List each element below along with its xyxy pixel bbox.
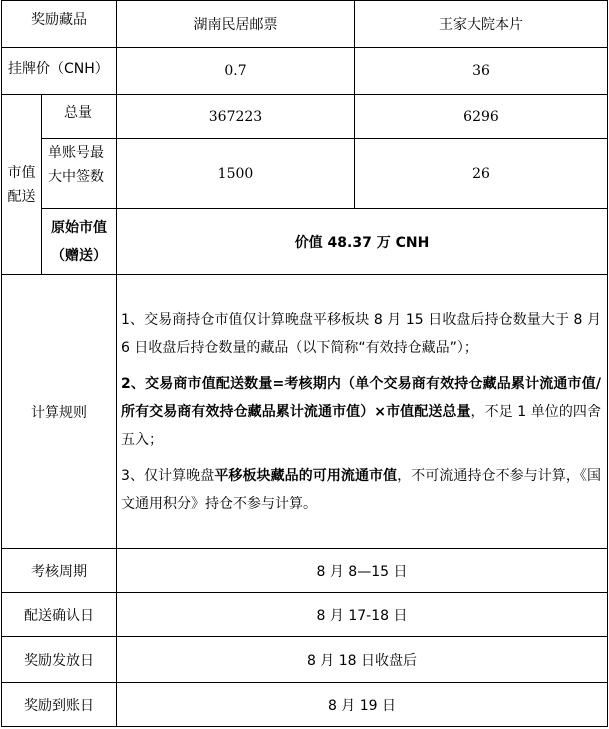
rule-3 (121, 462, 601, 518)
original-value-label: 原始市值（赠送） (42, 209, 117, 275)
schedule-label: 考核周期 (2, 549, 117, 593)
listing-price-row (2, 48, 608, 95)
schedule-label: 奖励到账日 (2, 683, 117, 727)
total-label: 总量 (42, 95, 117, 139)
max-per-account-label: 单账号最大中签数 (42, 139, 117, 209)
schedule-row (2, 637, 608, 683)
rule-3-b: ，不可流通持仓不参与计算，《国文通用积分》持仓不参与计算。 (121, 467, 601, 512)
header-item1: 湖南民居邮票 (117, 1, 355, 48)
total-item2: 6296 (355, 95, 608, 139)
market-value-group-label: 市值配送 (2, 95, 42, 275)
total-row (2, 95, 608, 139)
calc-rules-row (2, 275, 608, 549)
schedule-value: 8 月 17-18 日 (117, 593, 608, 637)
listing-price-label: 挂牌价（CNH） (2, 48, 117, 95)
schedule-value: 8 月 19 日 (117, 683, 608, 727)
rule-2 (121, 370, 601, 454)
rule-1: 1、交易商持仓市值仅计算晚盘平移板块 8 月 15 日收盘后持仓数量大于 8 月 6 日收盘后持仓数量的藏品（以下简称“有效持仓藏品”）； (121, 311, 601, 356)
max-per-account-item2: 26 (355, 139, 608, 209)
listing-price-item2: 36 (355, 48, 608, 95)
max-per-account-row (2, 139, 608, 209)
header-row (2, 1, 608, 48)
rule-2-bold: 2、交易商市值配送数量=考核期内（单个交易商有效持仓藏品累计流通市值/所有交易商有效持仓藏品累计流通市值）×市值配送总量 (121, 375, 601, 420)
header-col-label: 奖励藏品 (2, 1, 117, 48)
reward-table (1, 0, 608, 727)
header-item2: 王家大院本片 (355, 1, 608, 48)
schedule-label: 奖励发放日 (2, 637, 117, 683)
original-value-row (2, 209, 608, 275)
schedule-value: 8 月 8—15 日 (117, 549, 608, 593)
listing-price-item1: 0.7 (117, 48, 355, 95)
rule-3-a: 3、仅计算晚盘 (121, 467, 215, 484)
original-value: 价值 48.37 万 CNH (117, 209, 608, 275)
rule-2-rest: ，不足 1 单位的四舍五入； (121, 403, 602, 448)
calc-rules-label: 计算规则 (2, 275, 117, 549)
calc-rules-text (117, 275, 608, 549)
max-per-account-item1: 1500 (117, 139, 355, 209)
schedule-row (2, 683, 608, 727)
total-item1: 367223 (117, 95, 355, 139)
rule-3-bold: 平移板块藏品的可用流通市值 (214, 467, 398, 484)
schedule-value: 8 月 18 日收盘后 (117, 637, 608, 683)
schedule-label: 配送确认日 (2, 593, 117, 637)
schedule-row (2, 549, 608, 593)
schedule-row (2, 593, 608, 637)
